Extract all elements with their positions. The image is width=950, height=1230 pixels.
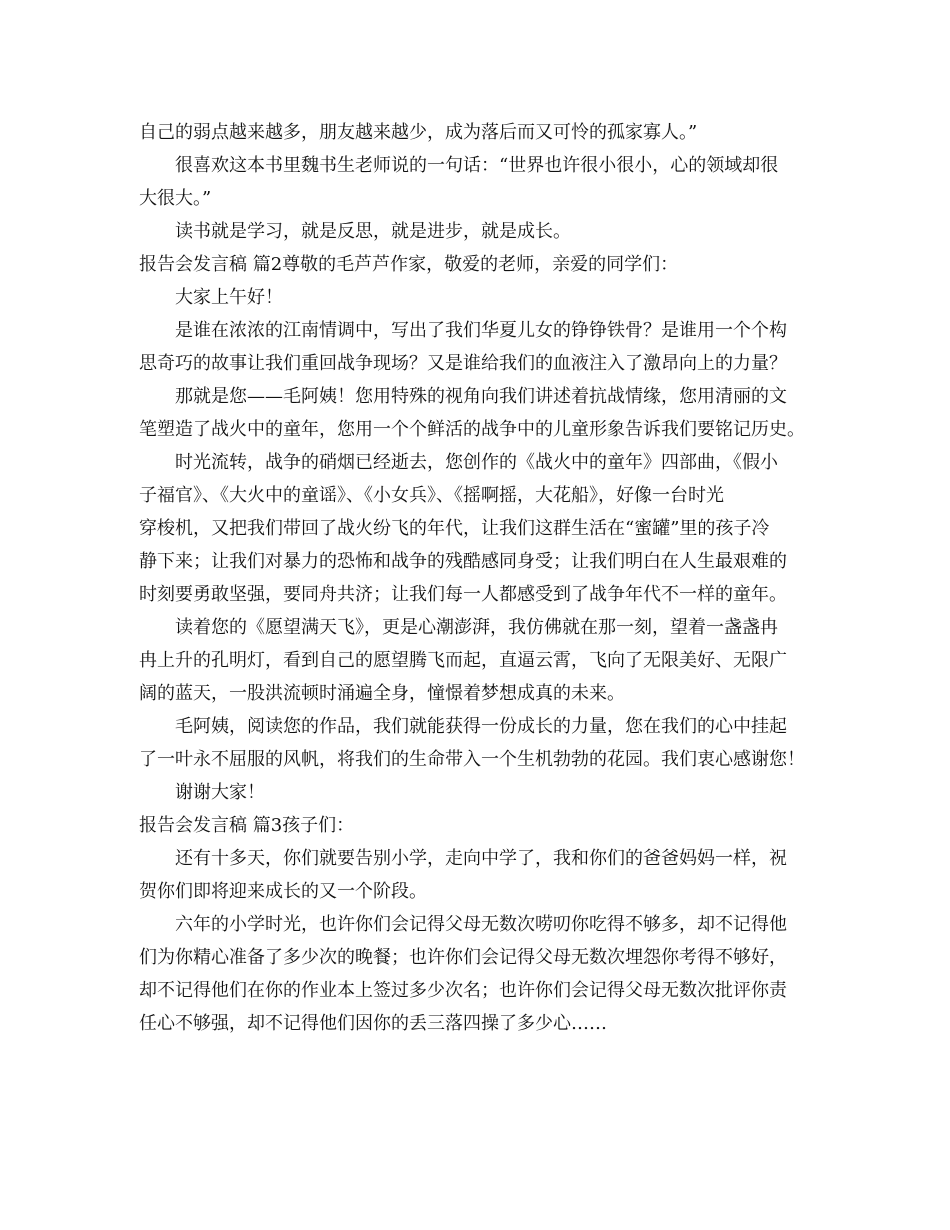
text-line: 冉上升的孔明灯，看到自己的愿望腾飞而起，直逼云霄，飞向了无限美好、无限广 — [139, 650, 787, 671]
text-line: 读着您的《愿望满天飞》，更是心潮澎湃，我仿佛就在那一刻，望着一盏盏冉 — [175, 617, 778, 638]
text-line: 贺你们即将迎来成长的又一个阶段。 — [139, 881, 427, 902]
text-line: 那就是您——毛阿姨！您用特殊的视角向我们讲述着抗战情缘，您用清丽的文 — [175, 386, 787, 407]
text-line: 还有十多天，你们就要告别小学，走向中学了，我和你们的爸爸妈妈一样，祝 — [175, 848, 787, 869]
text-line: 大很大。” — [139, 188, 212, 209]
text-line: 思奇巧的故事让我们重回战争现场？又是谁给我们的血液注入了激昂向上的力量？ — [139, 353, 787, 374]
text-line: 子福官》、《大火中的童谣》、《小女兵》、《摇啊摇，大花船》，好像一台时光 — [139, 485, 724, 506]
section-heading: 报告会发言稿 篇3孩子们： — [139, 815, 355, 836]
text-line: 大家上午好！ — [175, 287, 283, 308]
text-line: 六年的小学时光，也许你们会记得父母无数次唠叨你吃得不够多，却不记得他 — [175, 914, 787, 935]
text-line: 自己的弱点越来越多，朋友越来越少，成为落后而又可怜的孤家寡人。” — [139, 122, 698, 143]
text-line: 穿梭机，又把我们带回了战火纷飞的年代，让我们这群生活在“蜜罐”里的孩子冷 — [139, 518, 770, 539]
text-line: 很喜欢这本书里魏书生老师说的一句话：“世界也许很小很小，心的领域却很 — [175, 155, 779, 176]
text-line: 时刻要勇敢坚强，要同舟共济；让我们每一人都感受到了战争年代不一样的童年。 — [139, 584, 787, 605]
text-line: 时光流转，战争的硝烟已经逝去，您创作的《战火中的童年》四部曲，《假小 — [175, 452, 778, 473]
text-line: 任心不够强，却不记得他们因你的丢三落四操了多少心…… — [139, 1013, 607, 1034]
text-line: 谢谢大家！ — [175, 782, 265, 803]
section-heading: 报告会发言稿 篇2尊敬的毛芦芦作家，敬爱的老师，亲爱的同学们： — [139, 254, 679, 275]
text-line: 了一叶永不屈服的风帆，将我们的生命带入一个生机勃勃的花园。我们衷心感谢您！ — [139, 749, 805, 770]
text-line: 们为你精心准备了多少次的晚餐；也许你们会记得父母无数次埋怨你考得不够好， — [139, 947, 787, 968]
document-body — [139, 116, 819, 1040]
text-line: 读书就是学习，就是反思，就是进步，就是成长。 — [175, 221, 571, 242]
text-line: 却不记得他们在你的作业本上签过多少次名；也许你们会记得父母无数次批评你责 — [139, 980, 787, 1001]
text-line: 笔塑造了战火中的童年，您用一个个鲜活的战争中的儿童形象告诉我们要铭记历史。 — [139, 419, 805, 440]
text-line: 毛阿姨，阅读您的作品，我们就能获得一份成长的力量，您在我们的心中挂起 — [175, 716, 787, 737]
text-line: 是谁在浓浓的江南情调中，写出了我们华夏儿女的铮铮铁骨？是谁用一个个构 — [175, 320, 787, 341]
text-line: 阔的蓝天，一股洪流顿时涌遍全身，憧憬着梦想成真的未来。 — [139, 683, 625, 704]
text-line: 静下来；让我们对暴力的恐怖和战争的残酷感同身受；让我们明白在人生最艰难的 — [139, 551, 787, 572]
